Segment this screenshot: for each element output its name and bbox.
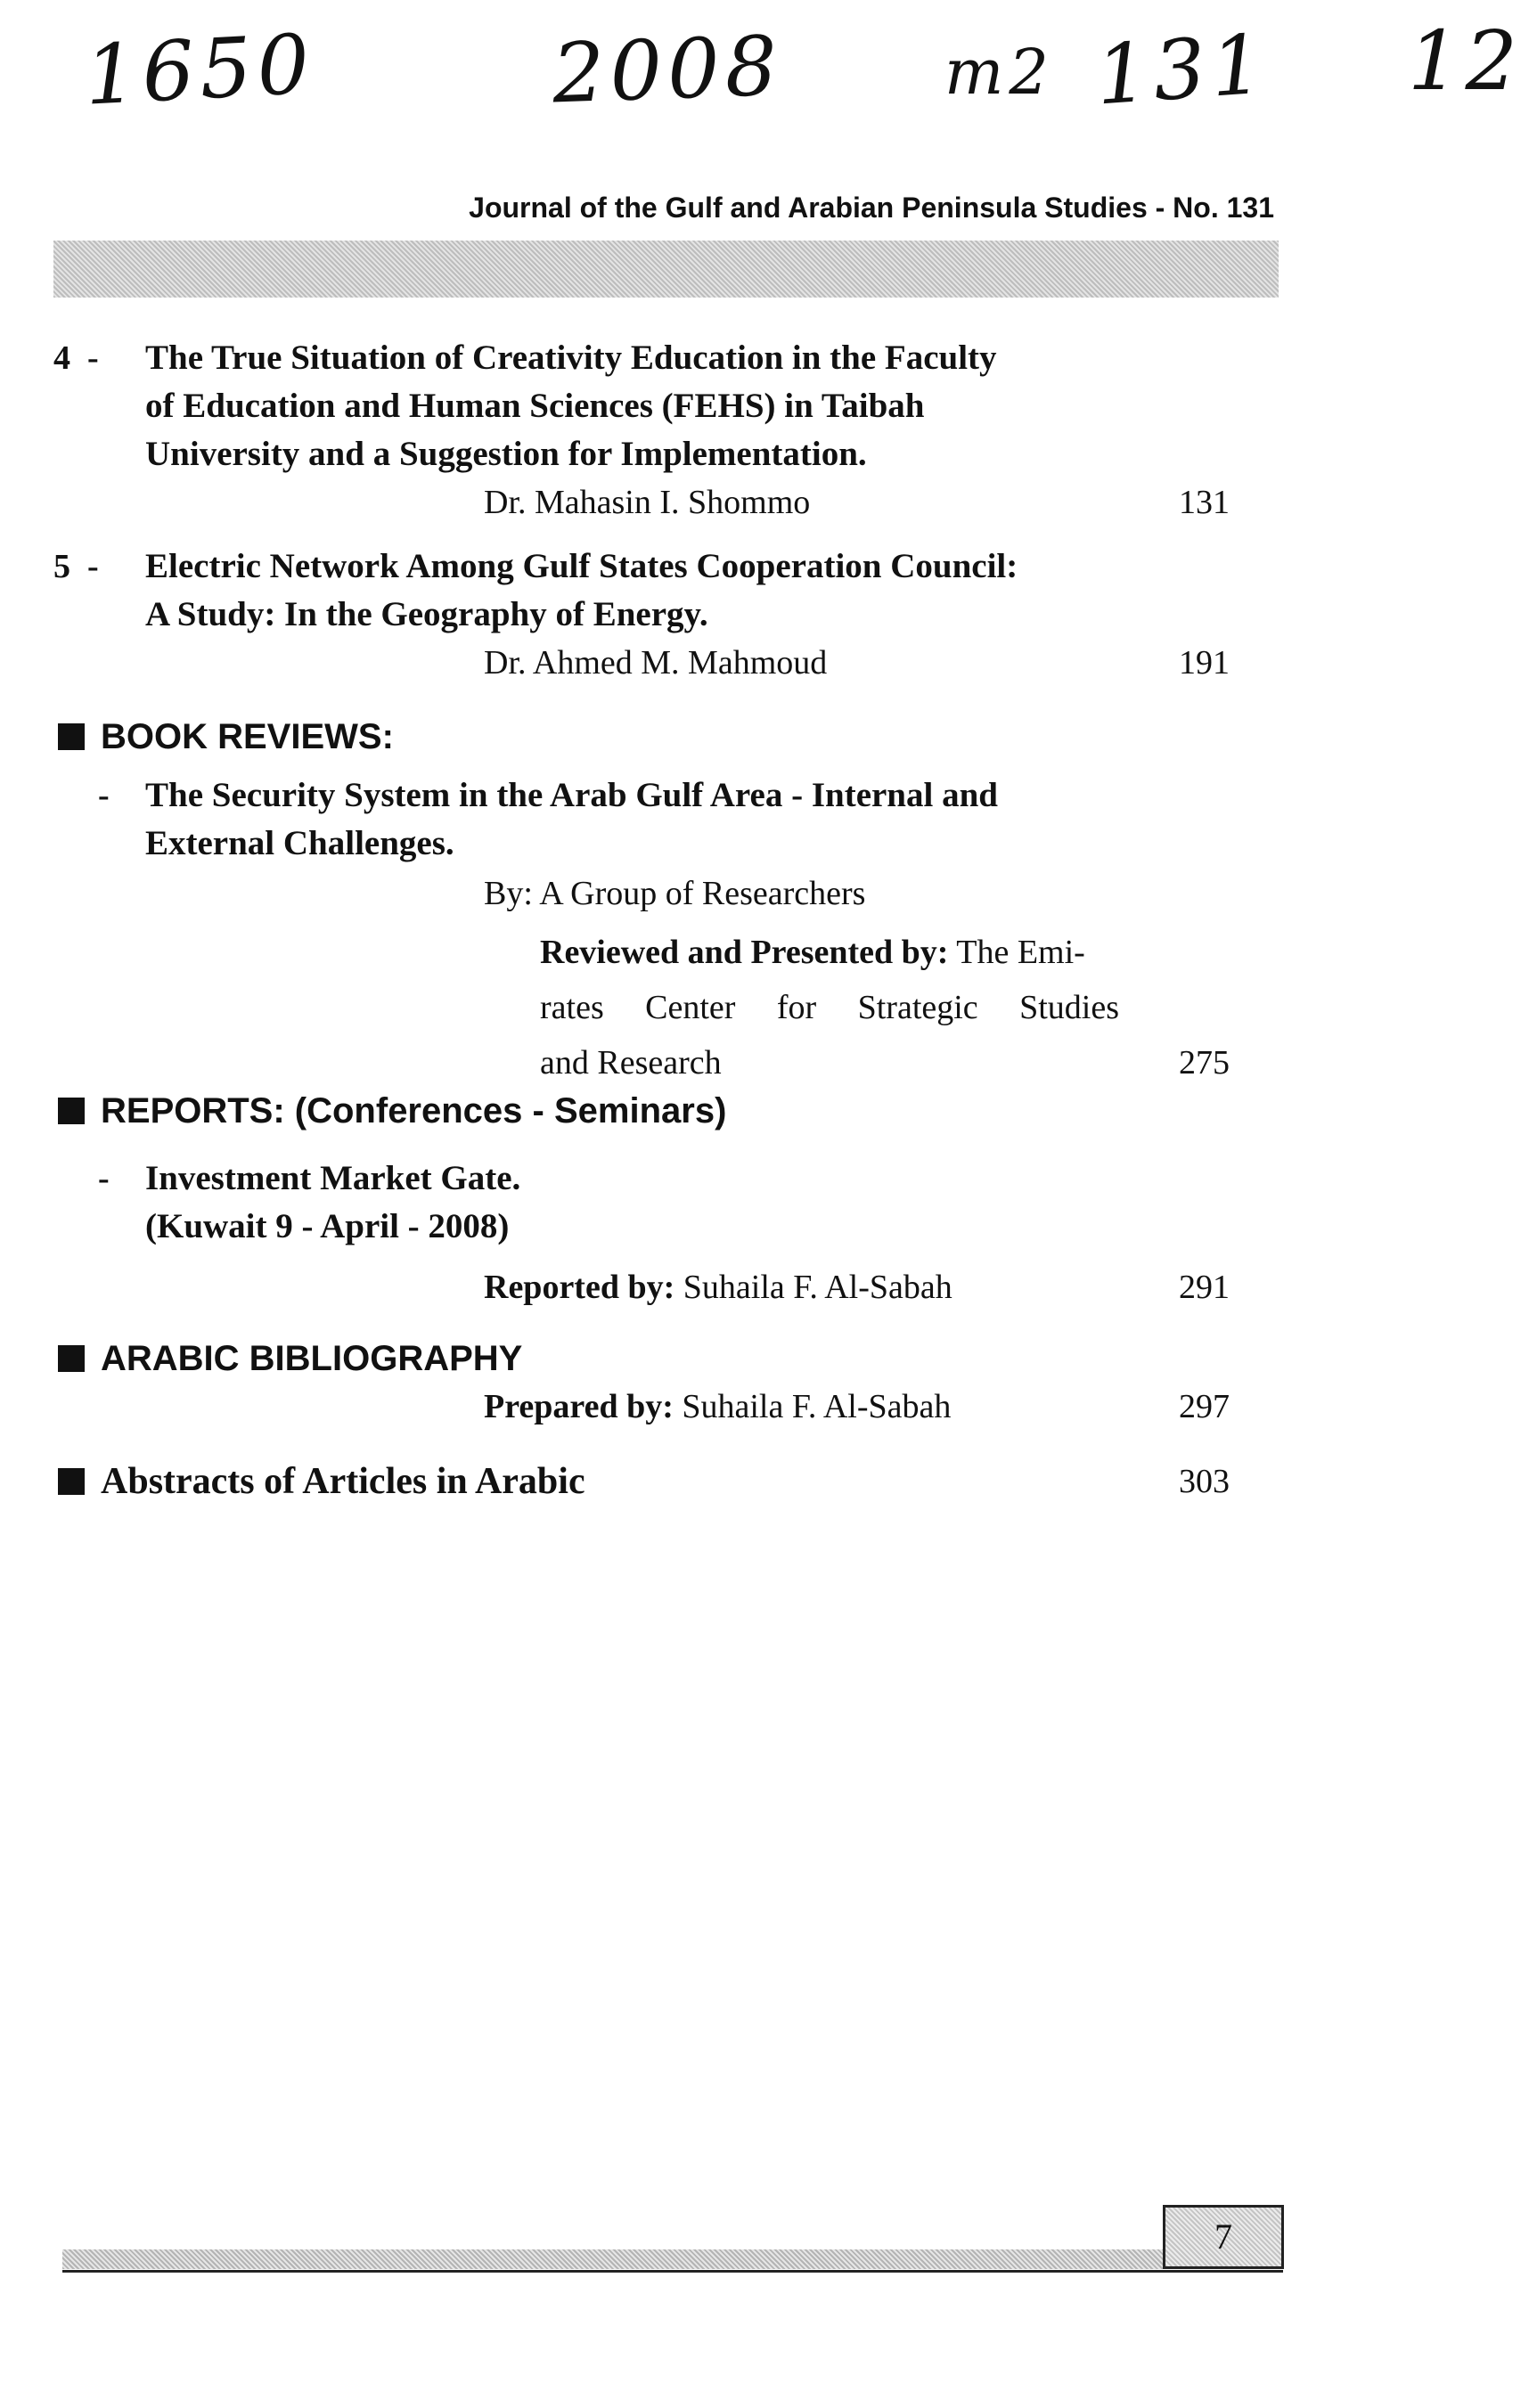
section-heading-arabic-bibliography: ARABIC BIBLIOGRAPHY xyxy=(58,1335,522,1383)
footer-rule xyxy=(62,2270,1283,2273)
entry-reviewer xyxy=(540,925,1119,1090)
entry-title-line: Investment Market Gate. xyxy=(145,1159,521,1197)
journal-header: Journal of the Gulf and Arabian Peninsula Studies - No. 131 xyxy=(469,192,1274,224)
handwritten-note-2: 2008 xyxy=(551,18,784,122)
reviewer-line: and Research xyxy=(540,1044,722,1082)
entry-page-number: 297 xyxy=(1179,1388,1230,1425)
entry-preparer: Prepared by: Suhaila F. Al-Sabah xyxy=(484,1388,952,1425)
reviewer-line: Reviewed and Presented by: The Emi- xyxy=(540,934,1085,971)
reviewer-line: rates Center for Strategic Studies xyxy=(540,989,1119,1026)
handwritten-note-3: m2 xyxy=(944,36,1054,109)
square-bullet-icon xyxy=(58,1098,85,1124)
entry-author: By: A Group of Researchers xyxy=(484,875,866,912)
entry-number: 5 - xyxy=(53,548,99,585)
entry-dash: - xyxy=(98,1160,110,1197)
entry-title-line: The True Situation of Creativity Education in the Faculty xyxy=(145,339,997,377)
entry-title-line: The Security System in the Arab Gulf Area - Internal and xyxy=(145,776,998,814)
entry-page-number: 275 xyxy=(1179,1044,1230,1082)
entry-title-line: (Kuwait 9 - April - 2008) xyxy=(145,1207,510,1245)
handwritten-note-1: 1650 xyxy=(82,16,317,124)
square-bullet-icon xyxy=(58,1345,85,1372)
section-heading-book-reviews: BOOK REVIEWS: xyxy=(58,713,394,761)
entry-title-line: External Challenges. xyxy=(145,824,454,862)
page-number-box: 7 xyxy=(1163,2205,1284,2269)
square-bullet-icon xyxy=(58,1468,85,1495)
section-heading-reports: REPORTS: (Conferences - Seminars) xyxy=(58,1087,726,1135)
entry-title-line: Electric Network Among Gulf States Cooperation Council: xyxy=(145,547,1018,585)
entry-title-line: of Education and Human Sciences (FEHS) in Taibah xyxy=(145,387,925,425)
entry-reporter: Reported by: Suhaila F. Al-Sabah xyxy=(484,1269,952,1306)
square-bullet-icon xyxy=(58,723,85,750)
entry-title-line: University and a Suggestion for Implementation. xyxy=(145,435,867,473)
entry-dash: - xyxy=(98,777,110,814)
header-band xyxy=(53,241,1279,298)
entry-number: 4 - xyxy=(53,339,99,377)
entry-page-number: 291 xyxy=(1179,1269,1230,1306)
footer-band xyxy=(62,2249,1167,2269)
entry-page-number: 191 xyxy=(1179,644,1230,682)
handwritten-note-5: 12 xyxy=(1408,13,1524,109)
entry-title-line: A Study: In the Geography of Energy. xyxy=(145,595,708,633)
handwritten-note-4: 131 xyxy=(1092,16,1272,124)
entry-page-number: 131 xyxy=(1179,484,1230,521)
entry-author: Dr. Ahmed M. Mahmoud xyxy=(484,644,828,682)
entry-page-number: 303 xyxy=(1179,1463,1230,1500)
entry-author: Dr. Mahasin I. Shommo xyxy=(484,484,811,521)
section-heading-abstracts: Abstracts of Articles in Arabic xyxy=(58,1457,585,1506)
